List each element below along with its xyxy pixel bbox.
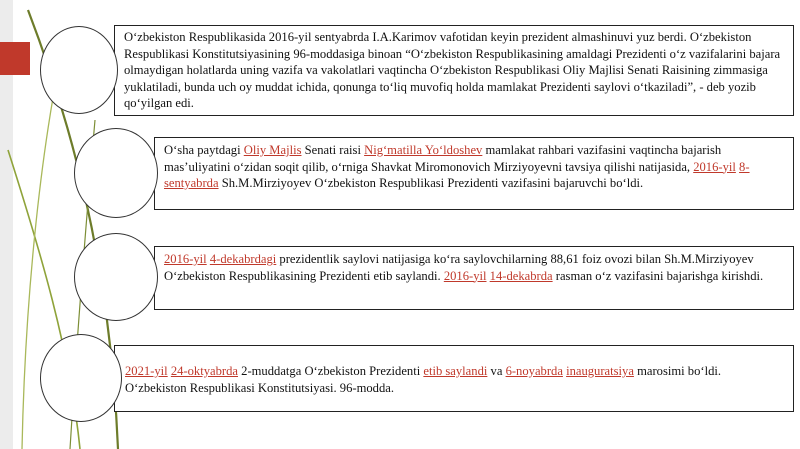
bullet-circle-3 [74, 233, 158, 321]
hyperlink[interactable]: inauguratsiya [566, 364, 634, 378]
hyperlink[interactable]: 2016-yil [693, 159, 736, 174]
text-segment: prezidentlik saylovi natijasiga ko‘ra saylovchilarning 88,61 foiz ovozi bilan Sh.M.Mirziyoyev O‘zbekiston Respublikasining Prezidenti etib saylandi. [164, 252, 754, 283]
hyperlink[interactable]: 2021-yil [125, 364, 168, 378]
paragraph-2 [164, 142, 785, 192]
hyperlink[interactable]: 24-oktyabrda [170, 364, 238, 378]
text-segment: mamlakat rahbari vazifasini vaqtincha bajarish mas’uliyatini o‘zidan soqit qilib, o‘rniga Shavkat Miromonovich Mirziyoyevni tavsiya qilishi natijasida, [164, 143, 722, 174]
paragraph-3 [164, 251, 785, 284]
text-box-3 [154, 246, 794, 310]
text-segment: O‘zbekiston Respublikasida 2016-yil sentyabrda I.A.Karimov vafotidan keyin prezident almashinuvi yuz berdi. O‘zbekiston Respublikasi Konstitutsiyasining 96-moddasiga binoan “O‘zbekiston Respublikasining amaldagi Prezidenti o‘z vazifalarini bajara olmaydigan holatlarda uning vazifa va vakolatlari vaqtincha O‘zbekiston Respublikasi Oliy Majlisi Senati Raisining zimmasiga yuklatiladi, bunda uch oy muddat ichida, qonunga to‘liq muvofiq holda mamlakat Prezidenti saylovi o‘tkaziladi”, - deb yozib qo‘yilgan edi. [124, 30, 781, 111]
text-segment: va [487, 364, 506, 378]
text-segment: rasman o‘z vazifasini bajarishga kirishdi. [552, 268, 764, 283]
text-segment: Senati raisi [301, 143, 365, 157]
text-segment: 2-muddatga O‘zbekiston Prezidenti [238, 364, 424, 378]
bullet-circle-1 [40, 26, 118, 114]
paragraph-4 [125, 363, 785, 396]
text-segment: marosimi bo‘ldi. O‘zbekiston Respublikasi Konstitutsiyasi. 96-modda. [125, 364, 722, 395]
text-box-2 [154, 137, 794, 210]
hyperlink[interactable]: 14-dekabrda [489, 268, 553, 283]
hyperlink[interactable]: 4-dekabrdagi [209, 252, 277, 266]
hyperlink[interactable]: Nig‘matilla Yo‘ldoshev [364, 143, 483, 157]
hyperlink[interactable]: etib saylandi [423, 364, 488, 378]
text-segment: Sh.M.Mirziyoyev O‘zbekiston Respublikasi Prezidenti vazifasini bajaruvchi bo‘ldi. [218, 176, 644, 191]
text-box-4 [114, 345, 794, 412]
text-box-1 [114, 25, 794, 116]
hyperlink[interactable]: 2016-yil [443, 268, 487, 283]
bullet-circle-4 [40, 334, 122, 422]
text-segment: O‘sha paytdagi [164, 143, 244, 157]
hyperlink[interactable]: 8-sentyabrda [164, 159, 750, 191]
hyperlink[interactable]: 6-noyabrda [505, 364, 563, 378]
bullet-circle-2 [74, 128, 158, 218]
hyperlink[interactable]: Oliy Majlis [243, 143, 302, 157]
hyperlink[interactable]: 2016-yil [164, 252, 207, 266]
paragraph-1 [124, 29, 785, 112]
